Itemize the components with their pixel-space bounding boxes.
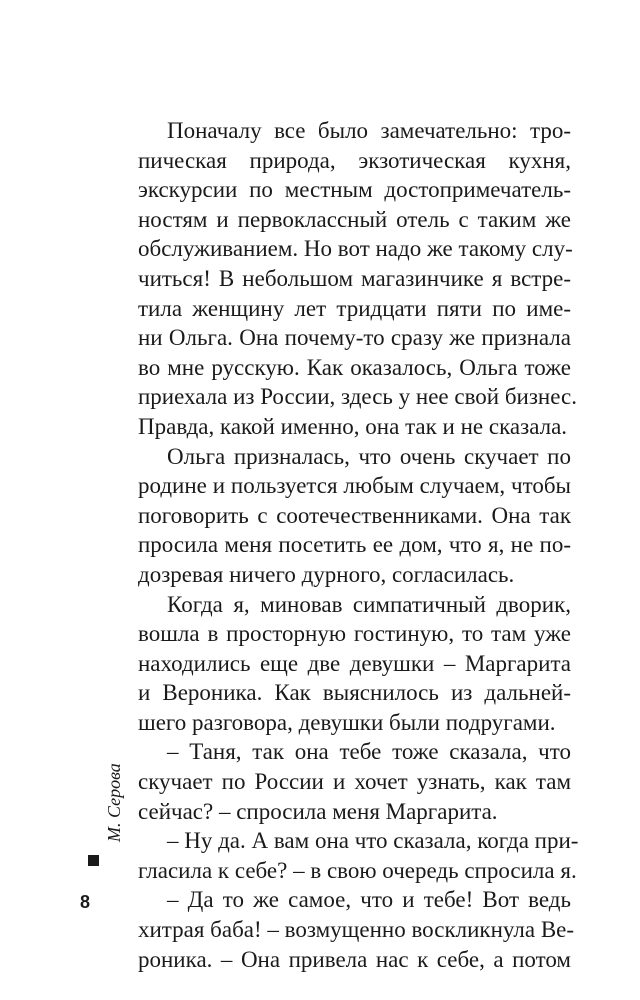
text-line: гласила к себе? – в свою очередь спросила я. xyxy=(138,857,577,883)
text-line: ностям и первоклассный отель с таким же xyxy=(138,206,571,232)
text-line: дозревая ничего дурного, согласилась. xyxy=(138,561,515,587)
text-line: родине и пользуется любым случаем, чтобы xyxy=(138,473,571,499)
text-line: во мне русскую. Как оказалось, Ольга тоже xyxy=(138,354,571,380)
text-line: вошла в просторную гостиную, то там уже xyxy=(138,621,571,647)
text-line: Правда, какой именно, она так и не сказала. xyxy=(138,413,568,439)
text-line: поговорить с соотечественниками. Она так xyxy=(138,502,571,528)
text-line: – Ну да. А вам она что сказала, когда при- xyxy=(167,828,579,854)
running-head-author: М. Серова xyxy=(104,763,124,842)
text-line: обслуживанием. Но вот надо же такому слу- xyxy=(138,236,573,262)
text-line: пическая природа, экзотическая кухня, xyxy=(138,147,571,173)
text-line: Поначалу все было замечательно: тро- xyxy=(167,118,571,143)
text-line: сейчас? – спросила меня Маргарита. xyxy=(138,798,498,824)
paragraph-5 xyxy=(138,826,579,885)
paragraph-2 xyxy=(138,442,571,590)
text-line: скучает по России и хочет узнать, как там xyxy=(138,769,571,795)
body-text xyxy=(138,116,579,974)
text-line: находились еще две девушки – Маргарита xyxy=(138,650,571,676)
text-line: тила женщину лет тридцати пяти по име- xyxy=(138,295,571,321)
paragraph-4 xyxy=(138,737,571,826)
running-head-marker-square xyxy=(88,855,99,866)
text-line: читься! В небольшом магазинчике я встре- xyxy=(138,265,571,291)
text-line: Ольга призналась, что очень скучает по xyxy=(167,443,571,469)
text-line: шего разговора, девушки были подругами. xyxy=(138,709,556,735)
paragraph-1 xyxy=(138,116,577,442)
text-line: экскурсии по местным достопримечатель- xyxy=(138,177,571,203)
text-line: – Таня, так она тебе тоже сказала, что xyxy=(167,739,571,765)
text-line: и Вероника. Как выяснилось из дальней- xyxy=(138,680,571,706)
text-line: хитрая баба! – возмущенно воскликнула Ве- xyxy=(138,917,575,943)
text-line: просила меня посетить ее дом, что я, не по- xyxy=(138,532,571,558)
paragraph-3 xyxy=(138,590,571,738)
paragraph-6 xyxy=(138,885,575,974)
text-line: Когда я, миновав симпатичный дворик, xyxy=(167,591,571,617)
text-line: приехала из России, здесь у нее свой бизнес. xyxy=(138,384,577,410)
text-line: роника. – Она привела нас к себе, а потом xyxy=(138,946,571,972)
page-number: 8 xyxy=(80,892,91,912)
text-line: – Да то же самое, что и тебе! Вот ведь xyxy=(167,887,571,913)
text-line: ни Ольга. Она почему-то сразу же признала xyxy=(138,325,571,351)
